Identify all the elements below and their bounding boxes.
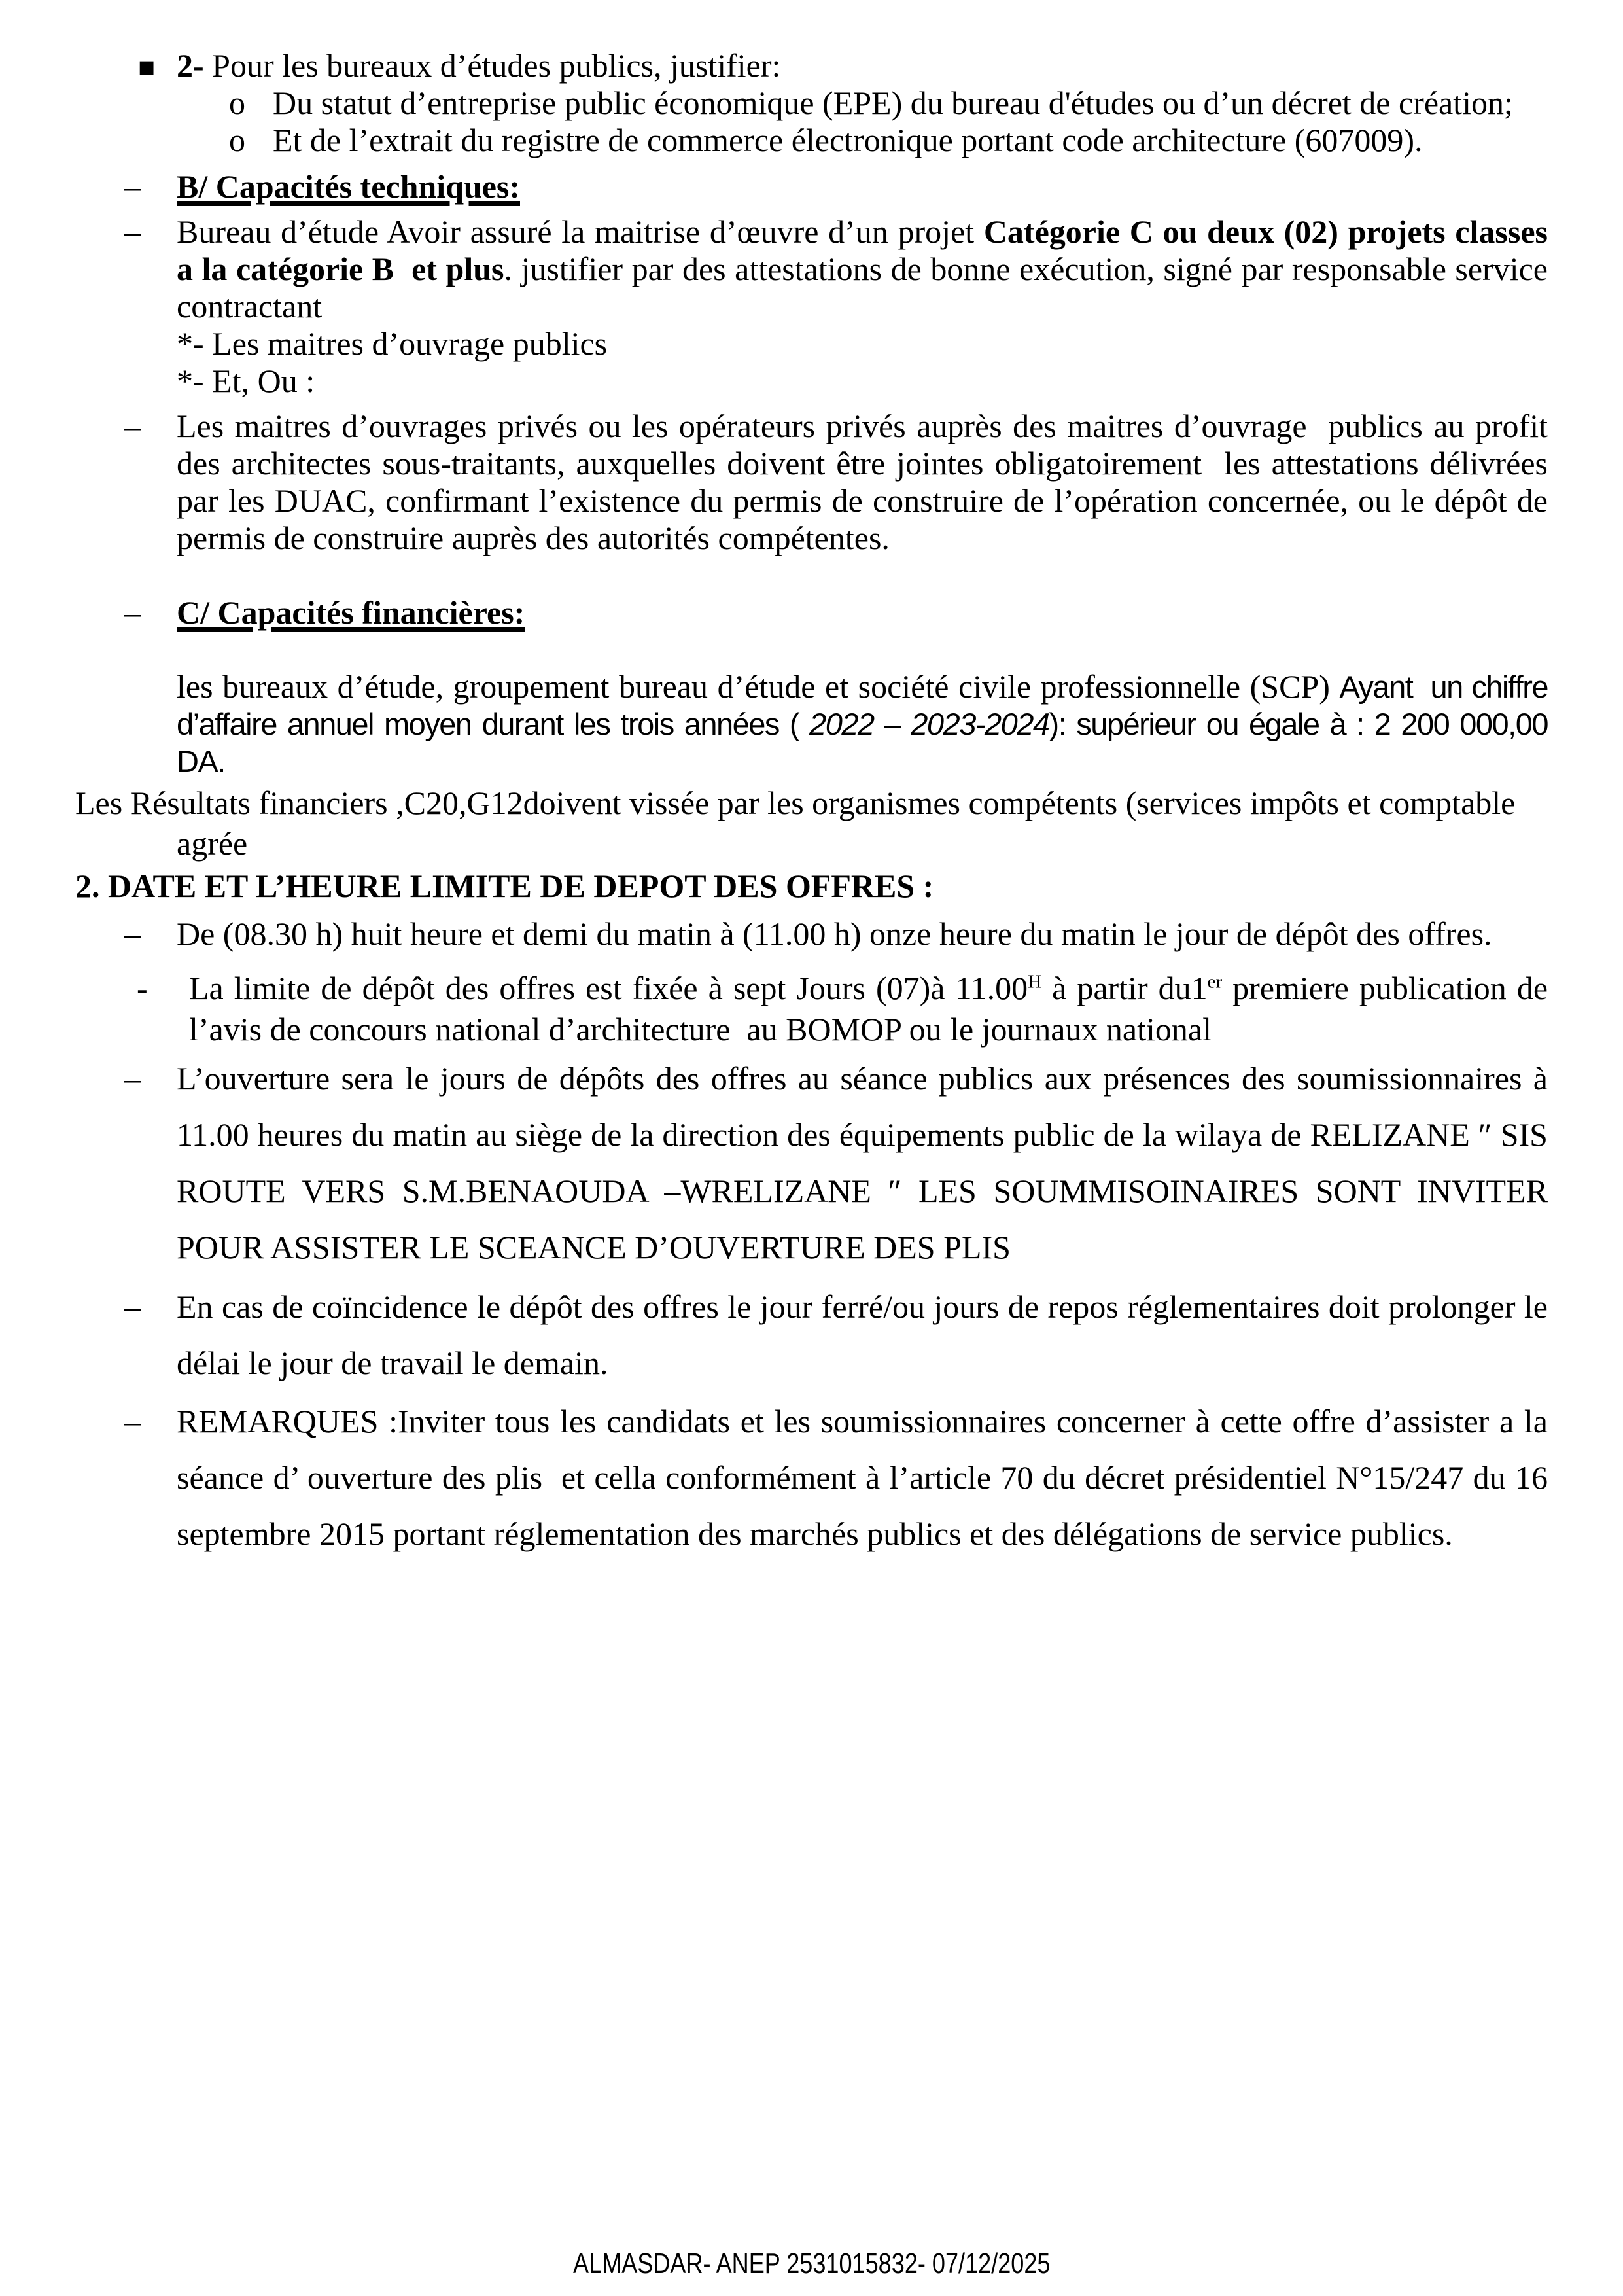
list-item-ouverture-plis	[75, 1050, 1548, 1275]
dash-bullet-icon: –	[124, 408, 141, 444]
circle-bullet-icon: o	[229, 122, 245, 158]
item-text-block	[189, 968, 1548, 1050]
dash-bullet-icon: –	[124, 1060, 141, 1097]
item-text-block	[177, 408, 1548, 557]
text-run-sans: ): supérieur ou égale à : 2 200 000,00 DA.	[177, 707, 1548, 779]
item-text: Du statut d’entreprise public économique (EPE) du bureau d'études ou d’un décret de création;	[273, 84, 1513, 121]
paragraph-resultats-financiers	[75, 783, 1548, 864]
text-run: à partir du1	[1041, 970, 1208, 1006]
text-run: L’ouverture sera le jours de dépôts des offres au séance publics aux présences des soumissionnaires à 11.00 heures du matin au siège de la direction des équipements public de la wilaya de RELIZANE ″ SIS ROUTE VERS S.M.BENAOUDA –WRELIZANE ″ LES SOUMMISOINAIRES SONT INVITER POUR ASSISTER LE SCEANCE D’OUVERTURE DES PLIS	[177, 1060, 1548, 1265]
heading-capacites-techniques	[75, 168, 1548, 205]
text-run: les bureaux d’étude, groupement bureau d’étude et société civile professionnelle (SCP)	[177, 668, 1340, 705]
dash-bullet-icon: –	[124, 213, 141, 250]
paragraph-text-block	[177, 668, 1548, 780]
sub-line-et-ou: *- Et, Ou :	[177, 362, 315, 399]
paragraph-chiffre-affaire	[75, 668, 1548, 780]
item-text: Et de l’extrait du registre de commerce électronique portant code architecture (607009).	[273, 122, 1423, 158]
item-text-block	[177, 1279, 1548, 1391]
dash-bullet-icon: –	[124, 594, 141, 631]
hyphen-bullet-icon: -	[137, 970, 148, 1006]
text-run: REMARQUES :Inviter tous les candidats et les soumissionnaires concerner à cette offre d’assister a la séance d’ ouverture des plis et cella conformément à l’article 70 du décret présidentiel N°15/247 du 16 septembre 2015 portant réglementation des marchés publics et des délégations de service publics.	[177, 1403, 1548, 1552]
item-text: De (08.30 h) huit heure et demi du matin à (11.00 h) onze heure du matin le jour de dépôt des offres.	[177, 915, 1492, 952]
list-item-statut-epe	[75, 84, 1548, 122]
item-number: 2-	[177, 47, 213, 84]
text-run: Les maitres d’ouvrages privés ou les opérateurs privés auprès des maitres d’ouvrage publics au profit des architectes sous-traitants, auxquelles doivent être jointes obligatoirement les attestations délivrées par les DUAC, confirmant l’existence du permis de construire de l’opération concernée, ou le dépôt de permis de construire auprès des autorités compétentes.	[177, 408, 1548, 556]
list-item-maitres-prives	[75, 408, 1548, 557]
list-item-extrait-registre	[75, 122, 1548, 159]
list-item-limite-depot	[75, 968, 1548, 1050]
heading-date-limite: 2. DATE ET L’HEURE LIMITE DE DEPOT DES OFFRES :	[75, 868, 934, 904]
item-text: Pour les bureaux d’études publics, justifier:	[212, 47, 781, 84]
square-bullet-icon: ▪	[137, 50, 156, 82]
heading-text: B/ Capacités techniques:	[177, 168, 520, 205]
text-run: En cas de coïncidence le dépôt des offres le jour ferré/ou jours de repos réglementaires doit prolonger le délai le jour de travail le demain.	[177, 1288, 1548, 1381]
document-body	[75, 47, 1548, 1562]
superscript-h: H	[1028, 971, 1042, 993]
item-text-block	[177, 213, 1548, 400]
text-run: Bureau d’étude Avoir assuré la maitrise d’œuvre d’un projet	[177, 213, 984, 250]
dash-bullet-icon: –	[124, 915, 141, 952]
list-item-remarques	[75, 1393, 1548, 1562]
item-text-block	[177, 1050, 1548, 1275]
item-text-block	[177, 1393, 1548, 1562]
list-item-horaires	[75, 915, 1548, 953]
text-run-sans-italic: 2022 – 2023-2024	[809, 707, 1049, 741]
list-item-bureau-etude	[75, 213, 1548, 400]
paragraph-line: Les Résultats financiers ,C20,G12doivent vissée par les organismes compétents (services impôts et comptable	[75, 785, 1516, 821]
text-run: La limite de dépôt des offres est fixée à sept Jours (07)à 11.00	[189, 970, 1028, 1006]
superscript-er: er	[1207, 971, 1223, 993]
footer-reference-text: ALMASDAR- ANEP 2531015832- 07/12/2025	[572, 2248, 1051, 2280]
page-footer	[0, 2243, 1623, 2281]
dash-bullet-icon: –	[124, 1288, 141, 1325]
text-run: premiere publication de l’avis de concours national d’architecture au BOMOP ou le journaux national	[189, 970, 1548, 1048]
heading-text: C/ Capacités financières:	[177, 594, 525, 631]
dash-bullet-icon: –	[124, 1403, 141, 1439]
heading-capacites-financieres	[75, 594, 1548, 631]
paragraph-line: agrée	[177, 825, 248, 862]
sub-line-maitres-ouvrage: *- Les maitres d’ouvrage publics	[177, 325, 608, 362]
text-run-sans: Ayant un chiffre d’affaire annuel moyen durant les trois années (	[177, 669, 1548, 741]
list-item-bureaux-publics	[75, 47, 1548, 84]
text-run-bold: Catégorie C ou deux (02) projets classes a la catégorie B et plus	[177, 213, 1548, 287]
list-item-coincidence	[75, 1279, 1548, 1391]
text-run: . justifier par des attestations de bonne exécution, signé par responsable service contractant	[177, 251, 1548, 325]
circle-bullet-icon: o	[229, 84, 245, 121]
dash-bullet-icon: –	[124, 168, 141, 205]
